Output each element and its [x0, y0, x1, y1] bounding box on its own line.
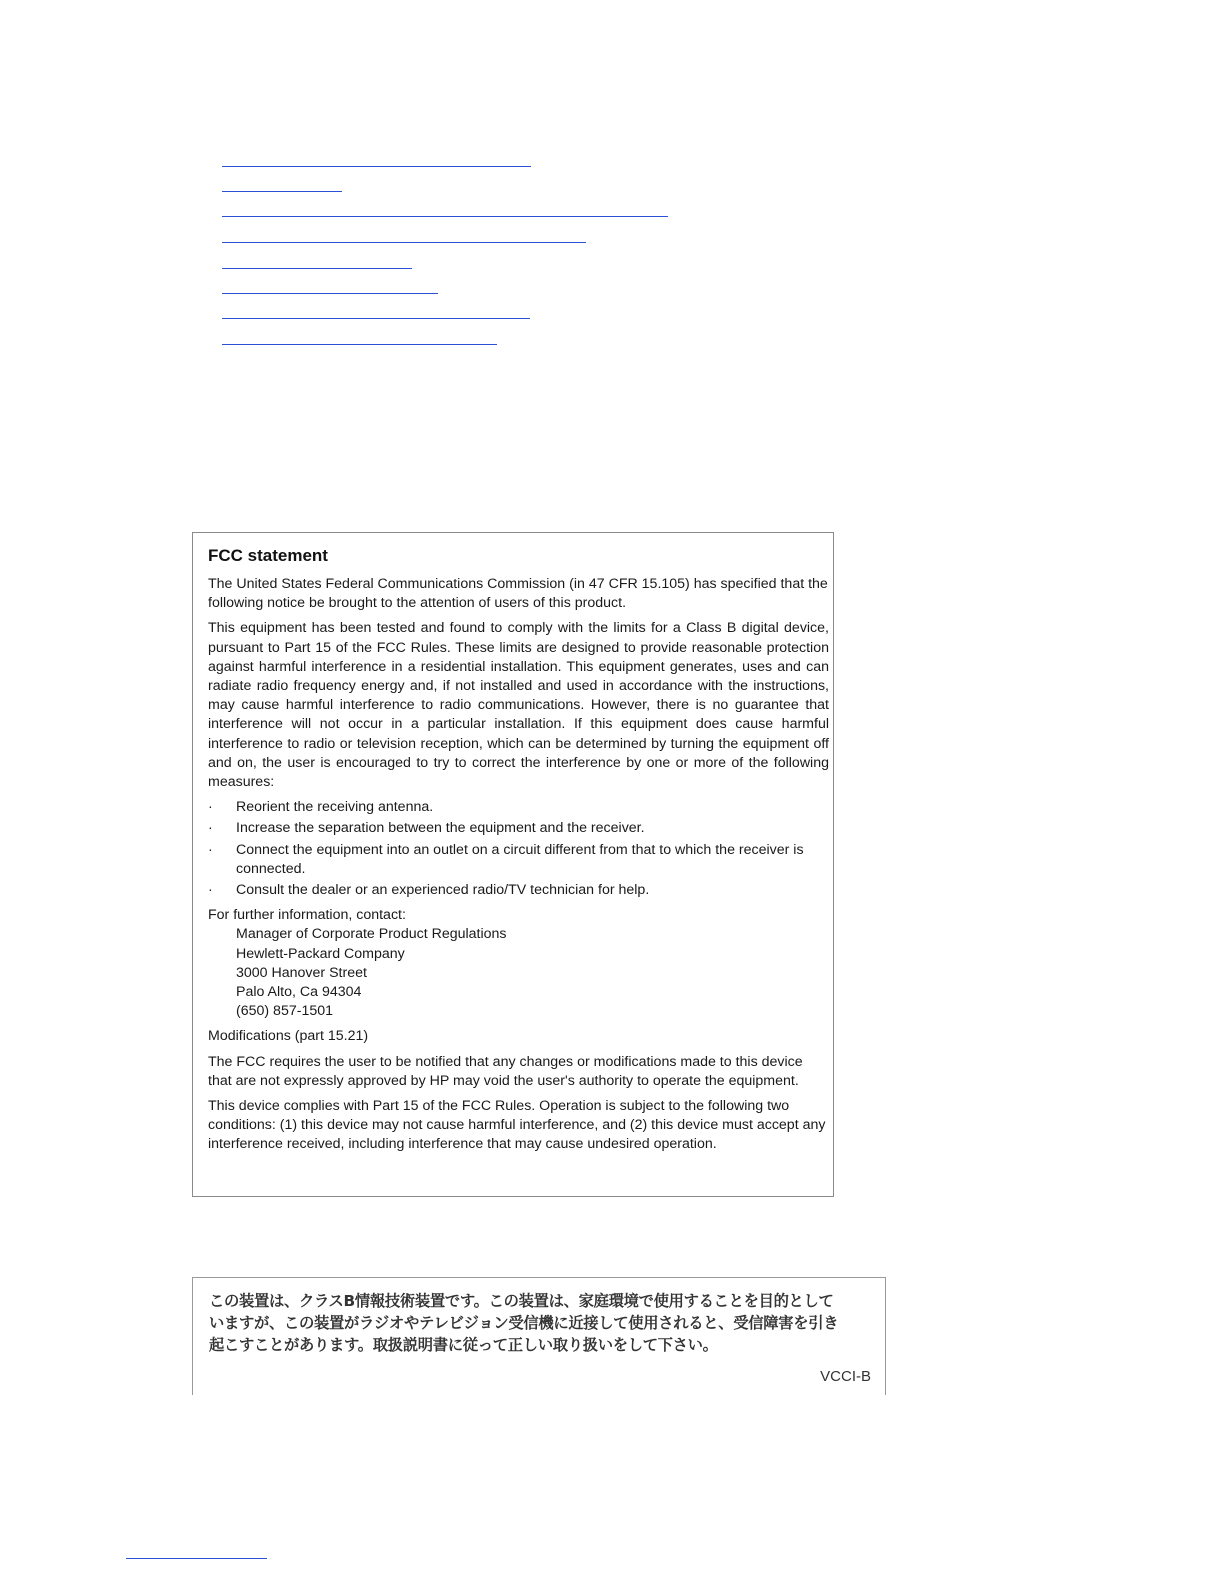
vcci-code-label: VCCI-B — [820, 1368, 871, 1385]
fcc-measure-item — [208, 841, 829, 879]
contact-line: Hewlett-Packard Company — [236, 945, 405, 962]
fcc-contact-intro: For further information, contact: — [208, 907, 406, 924]
fcc-measure-text: Consult the dealer or an experienced radio/TV technician for help. — [236, 882, 650, 899]
fcc-measure-text: Reorient the receiving antenna. — [236, 799, 434, 816]
bullet-icon: · — [208, 820, 213, 837]
fcc-intro-paragraph: The United States Federal Communications Commission (in 47 CFR 15.105) has specified that the following notice be brought to the attention of users of this product. — [208, 576, 828, 612]
toc-link-8[interactable] — [222, 344, 497, 345]
fcc-measure-item — [208, 881, 829, 900]
fcc-modifications-paragraph: The FCC requires the user to be notified that any changes or modifications made to this device that are not expressly approved by HP may void the user's authority to operate the equipment. — [208, 1053, 803, 1089]
contact-line: Palo Alto, Ca 94304 — [236, 984, 362, 1001]
fcc-body-paragraph: This equipment has been tested and found to comply with the limits for a Class B digital device, pursuant to Part 15 of the FCC Rules. These limits are designed to provide reasonable protection against harmful interference in a residential installation. This equipment generates, uses and can radiate radio frequency energy and, if not installed and used in accordance with the instructions, may cause harmful interference to radio communications. However, there is no guarantee that interference will not occur in a particular installation. If this equipment does cause harmful interference to radio or television reception, which can be determined by turning the equipment off and on, the user is encouraged to try to correct the interference by one or more of the following measures: — [208, 620, 829, 791]
fcc-statement-title: FCC statement — [208, 546, 328, 565]
fcc-measure-item — [208, 798, 829, 817]
vcci-line: いますが、この装置がラジオやテレビジョン受信機に近接して使用されると、受信障害を引き — [209, 1314, 839, 1332]
fcc-measure-item — [208, 819, 829, 838]
fcc-statement-box — [192, 532, 834, 1197]
contact-line: Manager of Corporate Product Regulations — [236, 926, 507, 943]
contact-line: (650) 857-1501 — [236, 1003, 334, 1020]
fcc-contact-block — [208, 925, 829, 1021]
fcc-measure-text: Connect the equipment into an outlet on a circuit different from that to which the receiver is connected. — [236, 841, 804, 877]
contact-line: 3000 Hanover Street — [236, 964, 367, 981]
toc-link-2[interactable] — [222, 191, 342, 192]
toc-link-4[interactable] — [222, 242, 586, 243]
fcc-modifications-heading: Modifications (part 15.21) — [208, 1028, 369, 1045]
vcci-line: 起こすことがあります。取扱説明書に従って正しい取り扱いをして下さい。 — [209, 1336, 718, 1354]
toc-link-3[interactable] — [222, 216, 668, 217]
footer-link[interactable] — [126, 1558, 267, 1559]
bullet-icon: · — [208, 799, 213, 816]
bullet-icon: · — [208, 841, 213, 858]
vcci-notice-box — [192, 1277, 886, 1395]
fcc-measures-list — [208, 798, 829, 900]
fcc-compliance-paragraph: This device complies with Part 15 of the FCC Rules. Operation is subject to the following two conditions: (1) this device may not cause harmful interference, and (2) this device must accept any interference received, including interference that may cause undesired operation. — [208, 1098, 826, 1153]
fcc-measure-text: Increase the separation between the equipment and the receiver. — [236, 820, 645, 837]
vcci-line: この装置は、クラスB情報技術装置です。この装置は、家庭環境で使用することを目的として — [209, 1292, 834, 1310]
bullet-icon: · — [208, 882, 213, 899]
toc-link-1[interactable] — [222, 166, 531, 167]
toc-link-7[interactable] — [222, 318, 530, 319]
toc-link-6[interactable] — [222, 293, 438, 294]
toc-link-5[interactable] — [222, 268, 412, 269]
